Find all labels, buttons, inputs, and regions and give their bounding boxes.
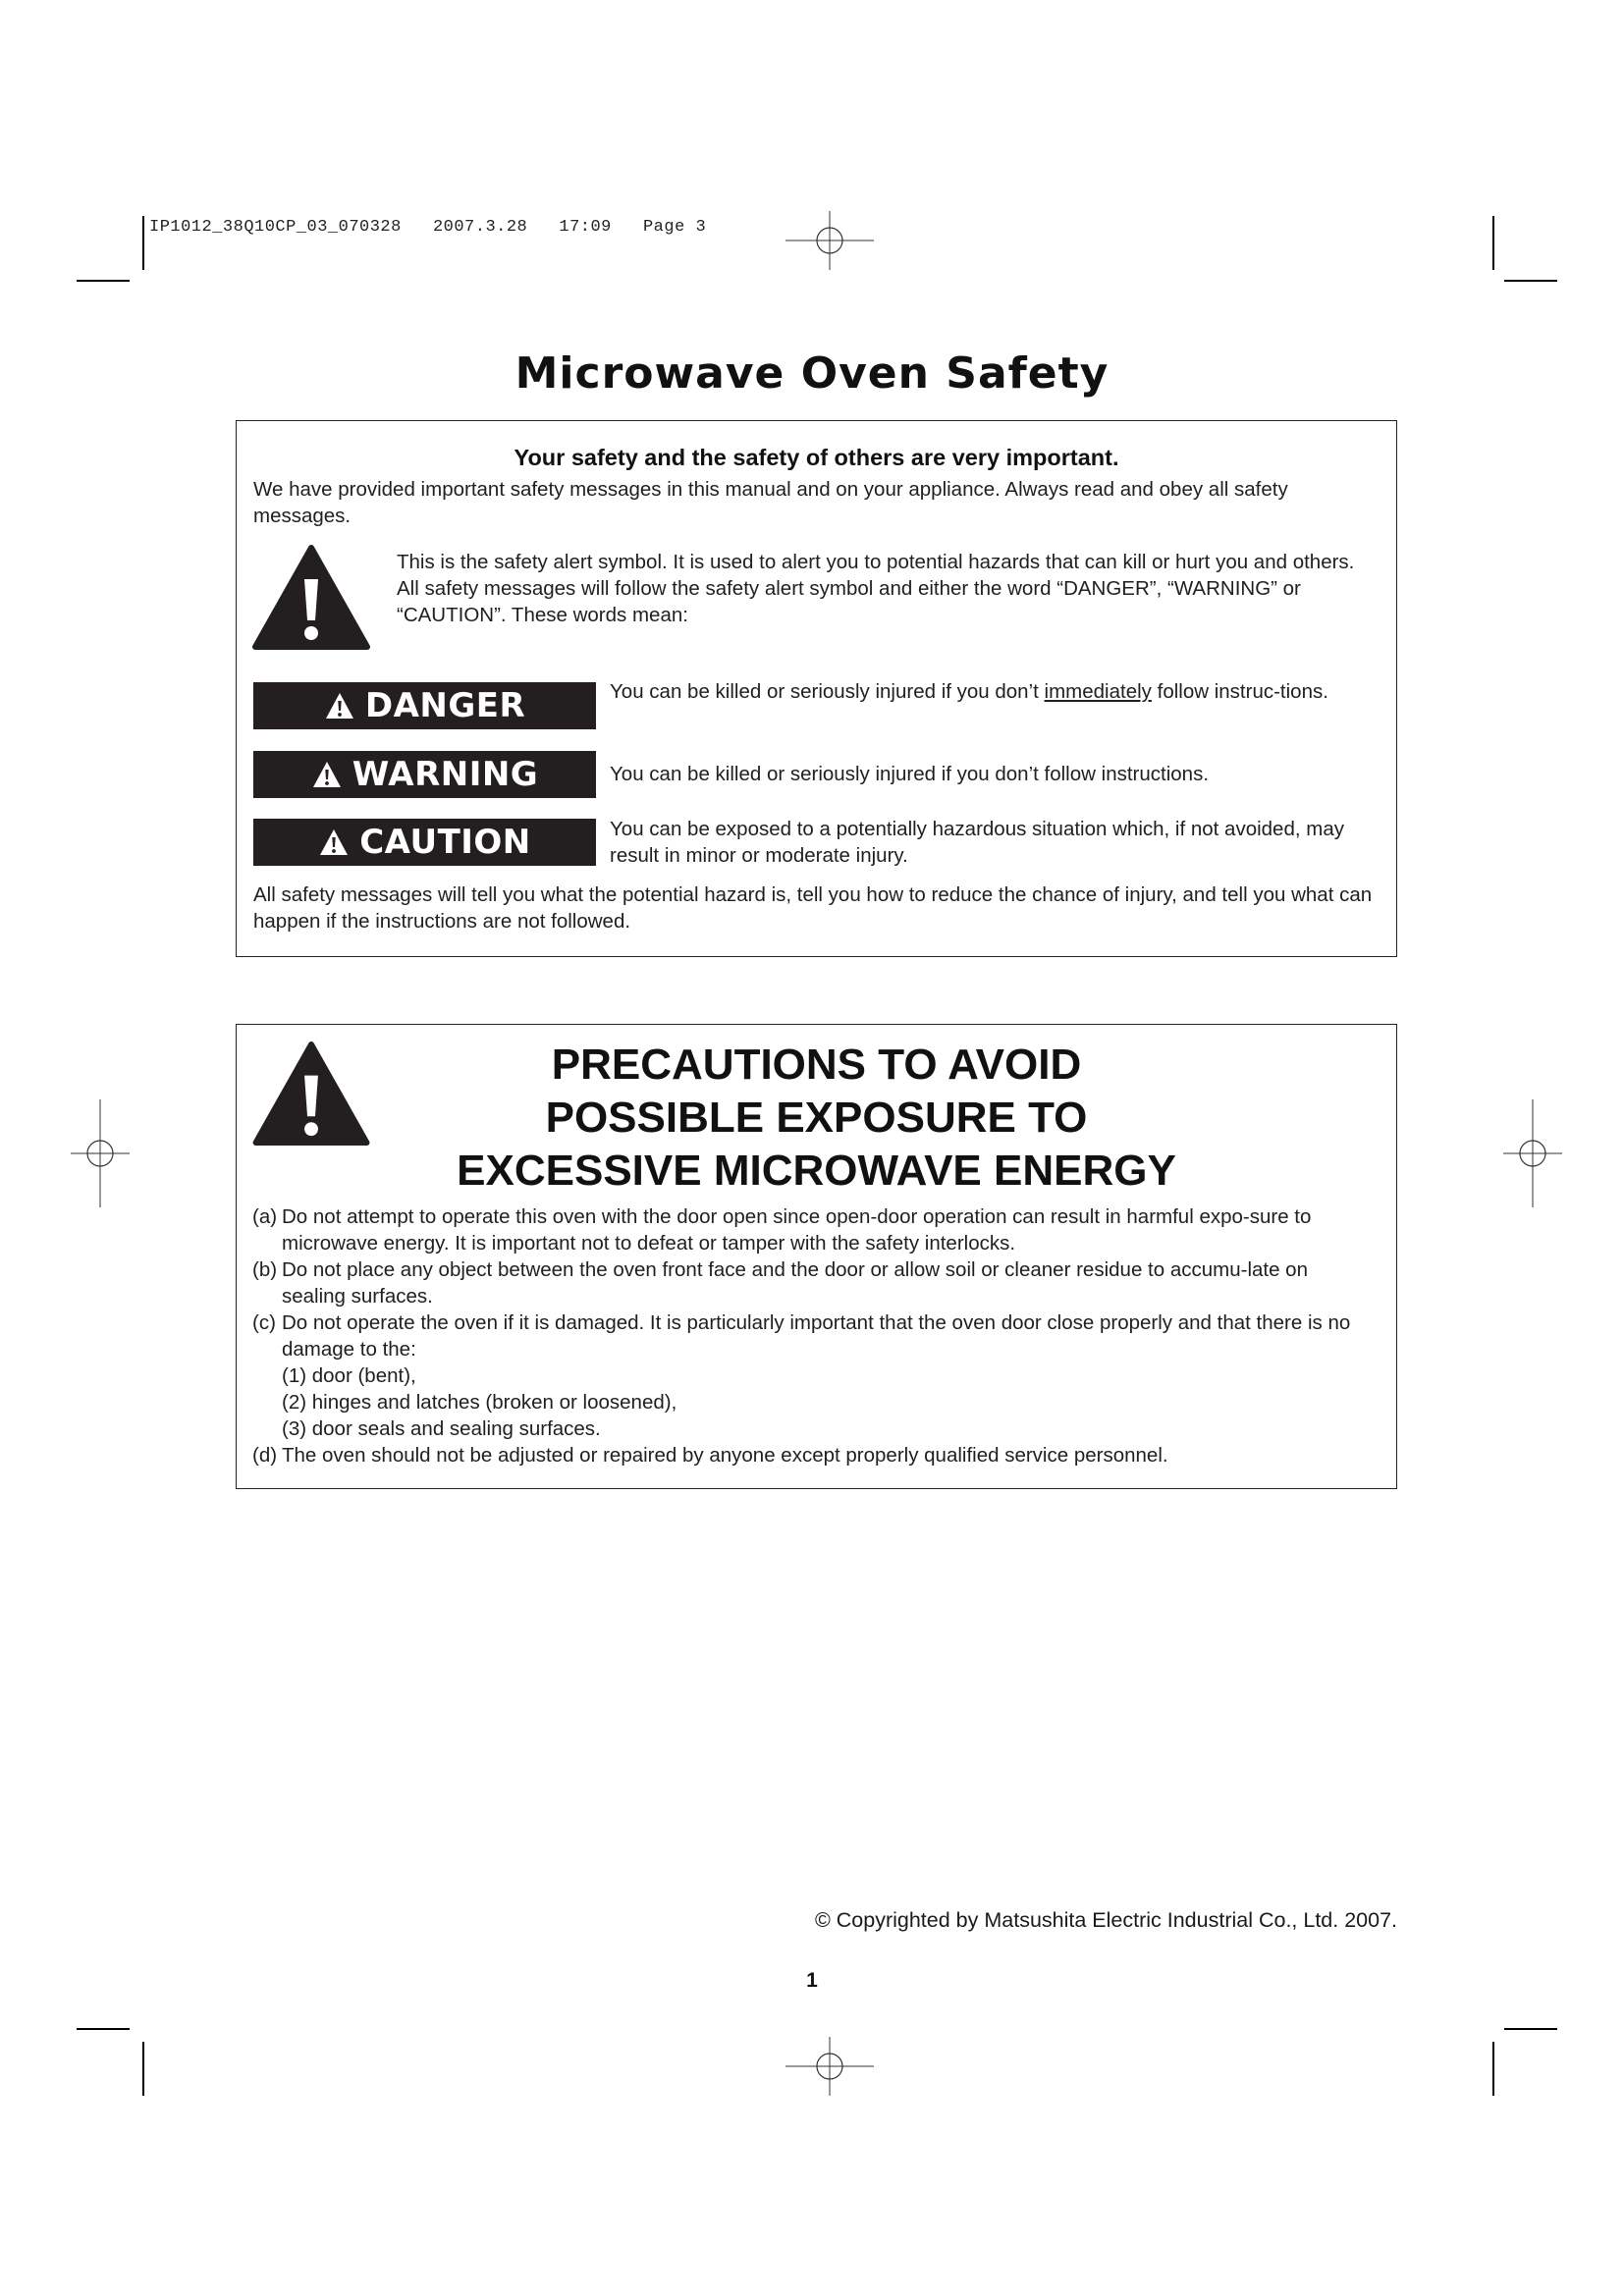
list-item [252, 1256, 1372, 1309]
caution-signal-word [253, 819, 596, 866]
safety-alert-icon [251, 544, 371, 653]
crop-mark [1504, 2028, 1557, 2030]
danger-description-emphasis: immediately [1044, 680, 1152, 703]
sub-list-item: (3) door seals and sealing surfaces. [282, 1417, 601, 1440]
list-item [252, 1203, 1372, 1256]
warning-description: You can be killed or seriously injured if you don’t follow instructions. [610, 763, 1210, 785]
warning-triangle-icon [318, 828, 350, 857]
alert-symbol-text-2: All safety messages will follow the safety alert symbol and either the word “DANGER”, “WARNING” or “CAUTION”. These words mean: [397, 577, 1301, 626]
page-title: Microwave Oven Safety [514, 348, 1110, 399]
danger-description-post: follow instruc-tions. [1151, 680, 1328, 703]
registration-mark-icon [1503, 1099, 1562, 1207]
caution-label: CAUTION [359, 823, 531, 862]
danger-signal-word [253, 682, 596, 729]
list-item-text: The oven should not be adjusted or repaired by anyone except properly qualified service personnel. [282, 1444, 1168, 1467]
list-item [252, 1309, 1372, 1442]
caution-description: You can be exposed to a potentially hazardous situation which, if not avoided, may result in minor or moderate injury. [610, 818, 1344, 867]
safety-box [236, 420, 1397, 957]
list-item [252, 1442, 1372, 1468]
precautions-title [237, 1039, 1396, 1198]
precautions-box [236, 1024, 1397, 1489]
list-item-text: Do not attempt to operate this oven with the door open since open-door operation can result in harmful expo-sure to microwave energy. It is important not to defeat or tamper with the safety interlocks. [282, 1205, 1312, 1255]
precautions-title-line: PRECAUTIONS TO AVOID [551, 1041, 1082, 1089]
warning-triangle-icon [311, 760, 343, 789]
danger-label: DANGER [364, 686, 526, 725]
sub-list-item: (1) door (bent), [282, 1364, 416, 1387]
sub-list-item: (2) hinges and latches (broken or loosened), [282, 1391, 677, 1414]
precautions-title-line: EXCESSIVE MICROWAVE ENERGY [457, 1147, 1176, 1195]
warning-label: WARNING [352, 755, 539, 794]
precautions-title-line: POSSIBLE EXPOSURE TO [545, 1094, 1088, 1142]
list-item-label: (a) [252, 1205, 278, 1228]
crop-mark [77, 2028, 130, 2030]
crop-mark [142, 216, 144, 270]
crop-mark [142, 2042, 144, 2096]
safety-closing: All safety messages will tell you what the potential hazard is, tell you how to reduce the chance of injury, and tell you what can happen if the instructions are not followed. [253, 883, 1373, 933]
warning-triangle-icon [324, 691, 355, 721]
danger-description-pre: You can be killed or seriously injured if you don’t [610, 680, 1045, 703]
crop-mark [77, 280, 130, 282]
crop-mark [1492, 2042, 1494, 2096]
list-item-text: Do not place any object between the oven front face and the door or allow soil or cleaner residue to accumu-late on sealing surfaces. [282, 1258, 1308, 1308]
page-number: 1 [806, 1969, 818, 1992]
list-item-label: (d) [252, 1444, 278, 1467]
list-item-label: (b) [252, 1258, 278, 1281]
registration-mark-icon [785, 211, 874, 270]
copyright-notice: © Copyrighted by Matsushita Electric Industrial Co., Ltd. 2007. [814, 1908, 1397, 1932]
alert-symbol-text-1: This is the safety alert symbol. It is used to alert you to potential hazards that can kill or hurt you and others. [397, 551, 1355, 573]
safety-heading: Your safety and the safety of others are very important. [514, 445, 1119, 470]
danger-description [610, 678, 1385, 705]
crop-mark [1504, 280, 1557, 282]
safety-intro: We have provided important safety messages in this manual and on your appliance. Always read and obey all safety messages. [253, 478, 1288, 527]
print-header: IP1012_38Q10CP_03_070328 2007.3.28 17:09 Page 3 [149, 218, 707, 237]
list-item-text: Do not operate the oven if it is damaged. It is particularly important that the oven door close properly and that there is no damage to the: [282, 1311, 1351, 1361]
registration-mark-icon [71, 1099, 130, 1207]
warning-signal-word [253, 751, 596, 798]
registration-mark-icon [785, 2037, 874, 2096]
list-item-label: (c) [252, 1311, 276, 1334]
crop-mark [1492, 216, 1494, 270]
precautions-list [252, 1203, 1372, 1468]
alert-symbol-description [397, 549, 1379, 628]
